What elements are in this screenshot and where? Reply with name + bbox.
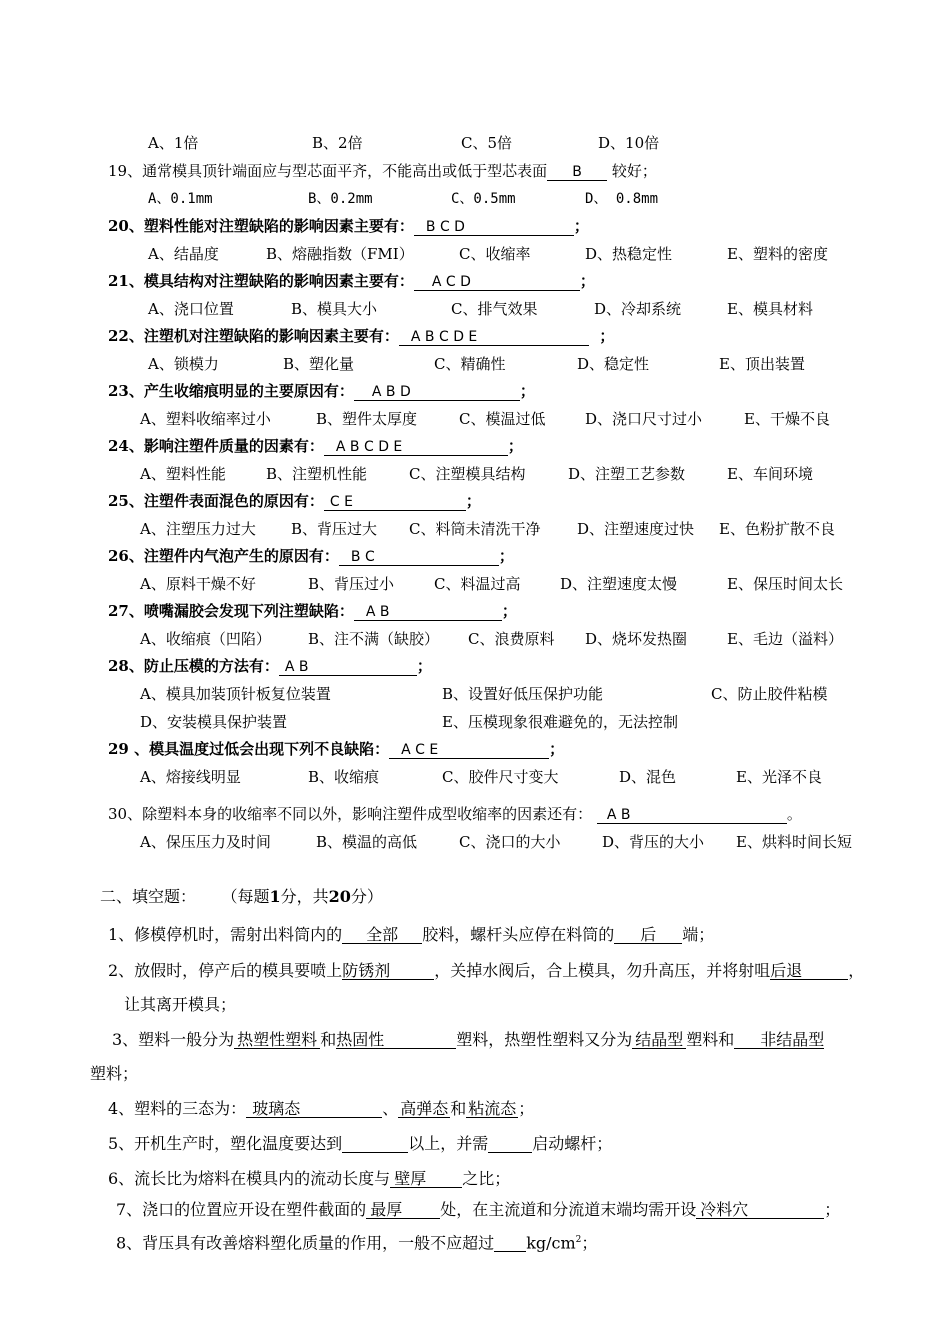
fill-blank bbox=[342, 1136, 408, 1153]
option: E、色粉扩散不良 bbox=[719, 520, 835, 538]
fill-answer: 冷料穴 bbox=[696, 1202, 824, 1219]
option: B、背压过小 bbox=[308, 575, 395, 593]
option: C、浪费原料 bbox=[468, 630, 555, 648]
question-30: 30、除塑料本身的收缩率不同以外，影响注塑件成型收缩率的因素还有： A B 。 bbox=[108, 805, 802, 823]
option: C、0.5mm bbox=[451, 191, 516, 207]
option: A、保压压力及时间 bbox=[140, 833, 271, 851]
answer-blank: C E bbox=[324, 494, 466, 511]
option: A、1倍 bbox=[148, 134, 199, 152]
fill-7: 7、浇口的位置应开设在塑件截面的 最厚 处，在主流道和分流道末端均需开设 冷料穴 ； bbox=[116, 1200, 841, 1219]
fill-6: 6、流长比为熔料在模具内的流动长度与 壁厚 之比； bbox=[108, 1169, 511, 1188]
option: C、注塑模具结构 bbox=[409, 465, 526, 483]
option: B、收缩痕 bbox=[308, 768, 380, 786]
question-29: 29 、模具温度过低会出现下列不良缺陷： A C E ； bbox=[108, 740, 565, 758]
option: C、料筒未清洗干净 bbox=[409, 520, 541, 538]
option: A、原料干燥不好 bbox=[140, 575, 256, 593]
fill-4: 4、塑料的三态为： 玻璃态 、 高弹态 和 粘流态 ； bbox=[108, 1099, 535, 1118]
option: A、浇口位置 bbox=[148, 300, 234, 318]
fill-answer: 非结晶型 bbox=[734, 1032, 824, 1049]
answer-blank: A B C D E bbox=[399, 329, 589, 346]
option: B、模温的高低 bbox=[316, 833, 418, 851]
option: A、模具加装顶针板复位装置 bbox=[140, 685, 331, 703]
fill-answer: 全部 bbox=[342, 927, 422, 944]
answer-blank: A B bbox=[354, 604, 502, 621]
option: C、防止胶件粘模 bbox=[711, 685, 828, 703]
fill-3-continued: 塑料； bbox=[90, 1064, 139, 1083]
question-26: 26、注塑件内气泡产生的原因有： B C ； bbox=[108, 547, 514, 565]
fill-answer: 最厚 bbox=[366, 1202, 440, 1219]
answer-blank: A B D bbox=[354, 384, 520, 401]
fill-answer: 热固性 bbox=[336, 1032, 456, 1049]
option: A、收缩痕（凹陷） bbox=[140, 630, 271, 648]
option: B、设置好低压保护功能 bbox=[442, 685, 604, 703]
option: E、塑料的密度 bbox=[727, 245, 828, 263]
fill-2: 2、放假时，停产后的模具要喷上防锈剂 ，关掉水阀后，合上模具，勿升高压，并将射咀后退 ， bbox=[108, 961, 865, 980]
option: A、锁模力 bbox=[148, 355, 219, 373]
option: B、注塑机性能 bbox=[266, 465, 368, 483]
option: D、背压的大小 bbox=[602, 833, 705, 851]
fill-answer: 玻璃态 bbox=[246, 1101, 382, 1118]
option: B、熔融指数（FMI） bbox=[266, 245, 414, 263]
option: C、模温过低 bbox=[459, 410, 546, 428]
option: D、注塑速度太慢 bbox=[560, 575, 678, 593]
fill-answer: 后 bbox=[614, 927, 682, 944]
option: B、模具大小 bbox=[291, 300, 378, 318]
option: C、5倍 bbox=[461, 134, 513, 152]
option: E、模具材料 bbox=[727, 300, 813, 318]
answer-blank: A B C D E bbox=[324, 439, 508, 456]
fill-answer: 高弹态 bbox=[400, 1099, 449, 1118]
option: D、浇口尺寸过小 bbox=[585, 410, 703, 428]
option: D、注塑工艺参数 bbox=[568, 465, 686, 483]
option: A、0.1mm bbox=[148, 191, 213, 207]
option: E、干燥不良 bbox=[744, 410, 830, 428]
option: E、毛边（溢料） bbox=[727, 630, 843, 648]
option: B、塑化量 bbox=[283, 355, 355, 373]
section-2-title: 二、填空题： （每题1分，共20分） bbox=[100, 887, 383, 906]
option: D、烧坏发热圈 bbox=[585, 630, 688, 648]
fill-5: 5、开机生产时，塑化温度要达到 以上，并需 启动螺杆； bbox=[108, 1134, 613, 1153]
fill-1: 1、修模停机时，需射出料筒内的 全部 胶料，螺杆头应停在料筒的 后 端； bbox=[108, 925, 715, 944]
fill-answer: 热塑性塑料 bbox=[234, 1032, 320, 1049]
answer-blank: B bbox=[547, 164, 607, 181]
option: E、车间环境 bbox=[727, 465, 813, 483]
answer-blank: A B bbox=[279, 659, 417, 676]
option: C、精确性 bbox=[434, 355, 506, 373]
option: E、压模现象很难避免的，无法控制 bbox=[442, 713, 678, 731]
question-23: 23、产生收缩痕明显的主要原因有： A B D ； bbox=[108, 382, 535, 400]
option: E、保压时间太长 bbox=[727, 575, 843, 593]
option: D、10倍 bbox=[598, 134, 660, 152]
fill-2-continued: 让其离开模具； bbox=[124, 995, 237, 1014]
option: C、料温过高 bbox=[434, 575, 521, 593]
fill-blank bbox=[488, 1136, 532, 1153]
option: C、收缩率 bbox=[459, 245, 531, 263]
fill-answer: 粘流态 bbox=[468, 1099, 517, 1118]
question-25: 25、注塑件表面混色的原因有： C E ； bbox=[108, 492, 481, 510]
question-20: 20、塑料性能对注塑缺陷的影响因素主要有： B C D ； bbox=[108, 217, 589, 235]
option: C、胶件尺寸变大 bbox=[442, 768, 559, 786]
answer-blank: A B bbox=[597, 807, 787, 824]
option: E、烘料时间长短 bbox=[736, 833, 852, 851]
option: B、注不满（缺胶） bbox=[308, 630, 440, 648]
question-22: 22、注塑机对注塑缺陷的影响因素主要有： A B C D E ； bbox=[108, 327, 615, 345]
fill-3: 3、塑料一般分为 热塑性塑料 和热固性 塑料，热塑性塑料又分为 结晶型 塑料和 非结晶型 bbox=[112, 1030, 825, 1049]
question-21: 21、模具结构对注塑缺陷的影响因素主要有： A C D ； bbox=[108, 272, 595, 290]
option: E、顶出装置 bbox=[719, 355, 805, 373]
option: B、2倍 bbox=[312, 134, 363, 152]
option: A、塑料收缩率过小 bbox=[140, 410, 271, 428]
option: A、注塑压力过大 bbox=[140, 520, 256, 538]
option: A、塑料性能 bbox=[140, 465, 226, 483]
option: D、 0.8mm bbox=[585, 191, 659, 207]
answer-blank: B C bbox=[339, 549, 499, 566]
answer-blank: A C D bbox=[414, 274, 580, 291]
fill-answer: 壁厚 bbox=[390, 1171, 462, 1188]
question-19: 19、通常模具顶针端面应与型芯面平齐，不能高出或低于型芯表面 B 较好； bbox=[108, 162, 657, 180]
question-24: 24、影响注塑件质量的因素有： A B C D E ； bbox=[108, 437, 523, 455]
option: D、稳定性 bbox=[577, 355, 650, 373]
question-27: 27、喷嘴漏胶会发现下列注塑缺陷： A B ； bbox=[108, 602, 517, 620]
fill-8: 8、背压具有改善熔料塑化质量的作用，一般不应超过 $kg/cm^2$； bbox=[116, 1233, 598, 1253]
option: B、背压过大 bbox=[291, 520, 378, 538]
option: D、混色 bbox=[619, 768, 677, 786]
option: D、冷却系统 bbox=[594, 300, 682, 318]
answer-blank: A C E bbox=[389, 742, 549, 759]
option: D、热稳定性 bbox=[585, 245, 673, 263]
option: C、浇口的大小 bbox=[459, 833, 561, 851]
option: D、注塑速度过快 bbox=[577, 520, 695, 538]
option: B、塑件太厚度 bbox=[316, 410, 418, 428]
answer-blank: B C D bbox=[414, 219, 574, 236]
option: C、排气效果 bbox=[451, 300, 538, 318]
option: B、0.2mm bbox=[308, 191, 373, 207]
option: D、安装模具保护装置 bbox=[140, 713, 288, 731]
fill-answer: 防锈剂 bbox=[342, 963, 434, 980]
question-28: 28、防止压模的方法有： A B ； bbox=[108, 657, 432, 675]
fill-answer: 后退 bbox=[770, 963, 848, 980]
fill-answer: 结晶型 bbox=[632, 1032, 686, 1049]
option: E、光泽不良 bbox=[736, 768, 822, 786]
fill-blank bbox=[494, 1235, 526, 1252]
option: A、熔接线明显 bbox=[140, 768, 241, 786]
option: A、结晶度 bbox=[148, 245, 219, 263]
